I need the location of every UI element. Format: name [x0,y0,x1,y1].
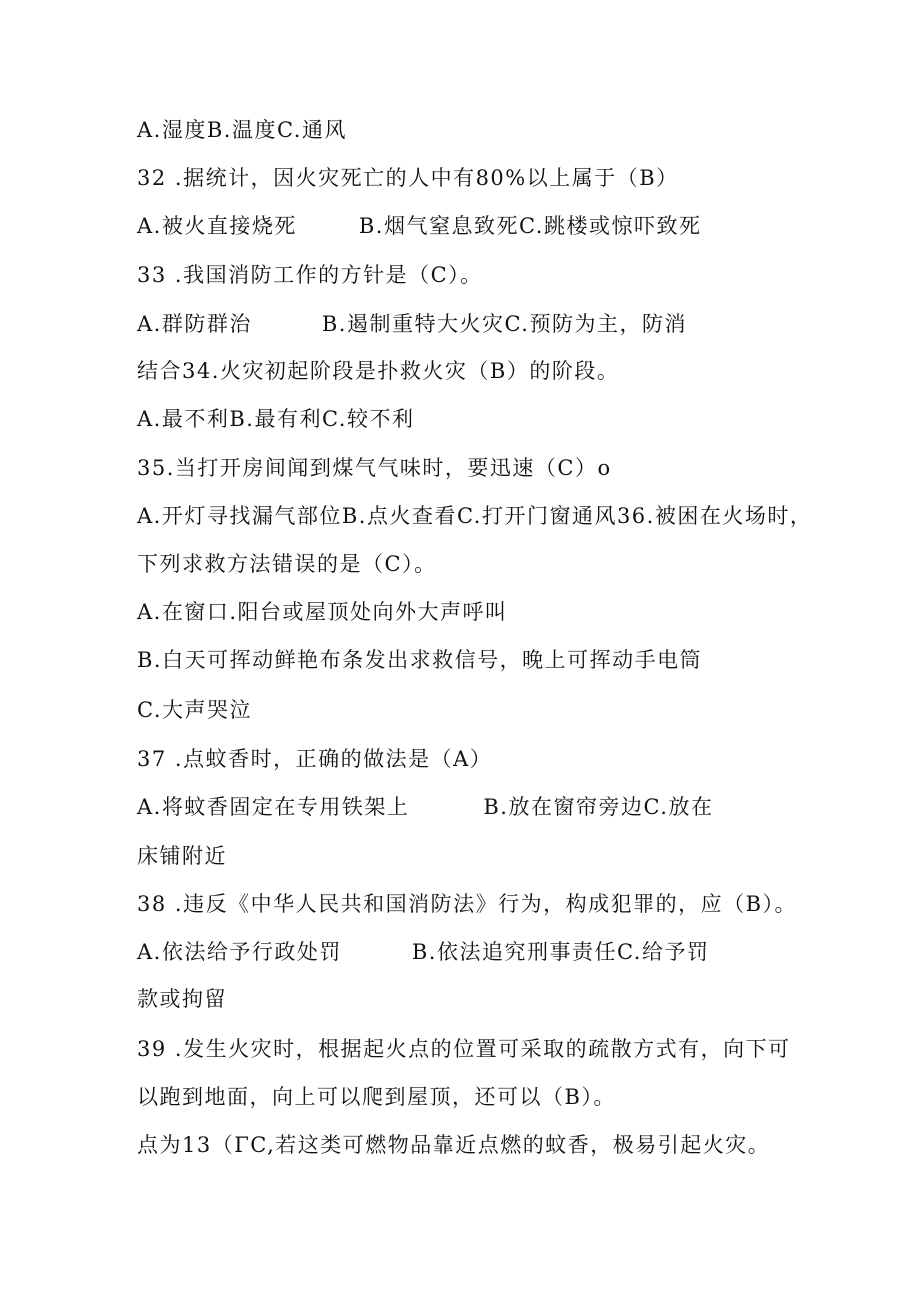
answer-options-35-question-36: A.开灯寻找漏气部位B.点火查看C.打开门窗通风36.被困在火场时， [137,504,813,528]
question-34: 结合34.火灾初起阶段是扑救火灾（B）的阶段。 [137,359,620,383]
answer-options-38-continued: 款或拘留 [137,987,227,1011]
option-bc-37: B.放在窗帘旁边C.放在 [483,795,714,819]
answer-options-38 [137,939,709,965]
option-a-37: A.将蚊香固定在专用铁架上 [137,795,410,819]
question-33: 33 .我国消防工作的方针是（C）。 [137,263,483,287]
option-a-32: A.被火直接烧死 [137,214,297,238]
option-bc-32: B.烟气窒息致死C.跳楼或惊吓致死 [358,214,702,238]
trailing-text: 点为13（ΓC,若这类可燃物品靠近点燃的蚊香，极易引起火灾。 [137,1133,771,1157]
question-36-continued: 下列求救方法错误的是（C）。 [137,552,437,576]
answer-option-36-a: A.在窗口.阳台或屋顶处向外大声呼叫 [137,600,508,624]
answer-options-34: A.最不利B.最有利C.较不利 [137,407,415,431]
question-37: 37 .点蚊香时，正确的做法是（A） [137,747,493,771]
answer-options-37 [137,794,713,820]
question-39-continued: 以跑到地面，向上可以爬到屋顶，还可以（B）。 [137,1085,616,1109]
answer-option-36-b: B.白天可挥动鲜艳布条发出求救信号，晚上可挥动手电筒 [137,648,703,672]
answer-options-31: A.湿度B.温度C.通风 [137,118,347,142]
option-a-38: A.依法给予行政处罚 [137,940,342,964]
option-a-33: A.群防群治 [137,312,252,336]
question-32: 32 .据统计，因火灾死亡的人中有80%以上属于（B） [137,166,679,190]
answer-options-33 [137,311,687,337]
question-38: 38 .违反《中华人民共和国消防法》行为，构成犯罪的，应（B）。 [137,892,798,916]
answer-options-32 [137,213,701,239]
question-39: 39 .发生火灾时，根据起火点的位置可采取的疏散方式有，向下可 [137,1037,791,1061]
option-bc-33: B.遏制重特大火灾C.预防为主，防消 [321,312,687,336]
option-bc-38: B.依法追究刑事责任C.给予罚 [411,940,710,964]
question-35: 35.当打开房间闻到煤气气味时，要迅速（C）o [137,456,612,480]
answer-options-37-continued: 床铺附近 [137,844,227,868]
answer-option-36-c: C.大声哭泣 [137,698,252,722]
